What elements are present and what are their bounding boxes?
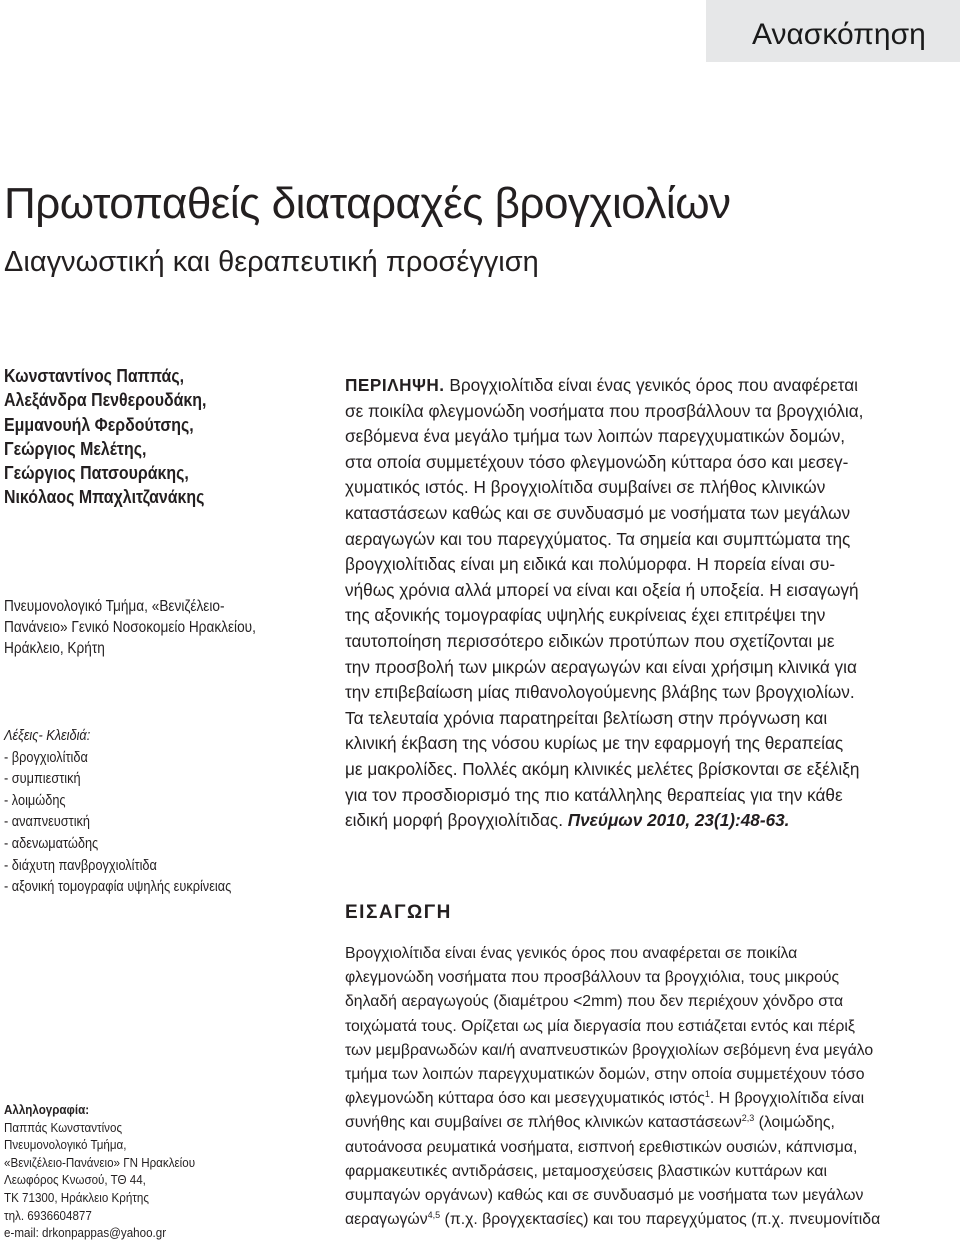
intro-line: συμπαγών οργάνων) καθώς και σε συνδυασμό με νοσήματα των μεγάλων — [345, 1187, 864, 1205]
article-title: Πρωτοπαθείς διαταραχές βρογχιολίων — [4, 179, 731, 228]
correspondence-line: Πνευμονολογικό Τμήμα, — [4, 1137, 127, 1153]
keyword-item: - αναπνευστική — [4, 814, 91, 831]
intro-line: δηλαδή αεραγωγούς (διαμέτρου <2mm) που δεν περιέχουν χόνδρο στα — [345, 993, 844, 1011]
author: Νικόλαος Μπαχλιτζανάκης — [4, 486, 205, 508]
author: Γεώργιος Μελέτης, — [4, 437, 147, 459]
keyword-item: - βρογχιολίτιδα — [4, 749, 88, 766]
intro-text: φλεγμονώδη κύτταρα όσο και μεσεγχυματικός ιστός — [345, 1090, 705, 1108]
abstract-line: ταυτοποίηση περισσότερο ειδικών προτύπων που σχετίζονται με — [345, 630, 835, 651]
intro-line — [345, 1111, 960, 1135]
affiliation-line: Πανάνειο» Γενικό Νοσοκομείο Ηρακλείου, — [4, 619, 256, 636]
abstract-line: της αξονικής τομογραφίας υψηλής ευκρίνειας έχει επιτρέψει την — [345, 605, 826, 626]
abstract-line: κλινική έκβαση της νόσου κυρίως με την εφαρμογή της θεραπείας — [345, 733, 844, 754]
intro-line: φαρμακευτικές αντιδράσεις, μεταμοσχεύσεις βλαστικών κυττάρων και — [345, 1162, 828, 1180]
section-label: Ανασκόπηση — [706, 0, 960, 62]
intro-line: αυτοάνοσα ρευματικά νοσήματα, εισπνοή ερεθιστικών ουσιών, κάπνισμα, — [345, 1138, 858, 1156]
abstract-text: Βρογχιολίτιδα είναι ένας γενικός όρος που αναφέρεται — [449, 375, 858, 395]
affiliation-line: Ηράκλειο, Κρήτη — [4, 640, 105, 657]
keyword-item: - αδενωματώδης — [4, 835, 99, 852]
intro-line: τμήμα των λοιπών παρεγχυματικών δομών, στην οποία συμμετέχουν τόσο — [345, 1066, 865, 1084]
keyword-item: - αξονική τομογραφία υψηλής ευκρίνειας — [4, 879, 232, 896]
abstract-line: βρογχιολίτιδας είναι μη ειδικά και πολύμορφα. Η πορεία είναι συ- — [345, 554, 836, 575]
email-link[interactable]: e-mail: drkonpappas@yahoo.gr — [4, 1225, 167, 1241]
correspondence-line: «Βενιζέλειο-Πανάνειο» ΓΝ Ηρακλείου — [4, 1154, 196, 1170]
intro-line: τοιχώματά τους. Ορίζεται ως μία διεργασία που εστιάζεται εντός και πέριξ — [345, 1017, 855, 1035]
intro-text: . Η βρογχιολίτιδα είναι — [709, 1090, 865, 1108]
abstract-line: σε ποικίλα φλεγμονώδη νοσήματα που προσβάλλουν τα βρογχιόλια, — [345, 400, 864, 421]
abstract-line: νήθως χρόνια αλλά μπορεί να είναι και οξεία ή υποξεία. Η εισαγωγή — [345, 579, 859, 600]
abstract-line: την επιβεβαίωση μίας πιθανολογούμενης βλάβης των βρογχιολίων. — [345, 682, 855, 703]
intro-text: συνήθης και συμβαίνει σε πλήθος κλινικών καταστάσεων — [345, 1114, 742, 1132]
affiliation-line: Πνευμονολογικό Τμήμα, «Βενιζέλειο- — [4, 598, 225, 615]
correspondence-line: τηλ. 6936604877 — [4, 1207, 92, 1223]
correspondence-line: Παππάς Κωνσταντίνος — [4, 1119, 123, 1135]
correspondence-line: ΤΚ 71300, Ηράκλειο Κρήτης — [4, 1189, 149, 1205]
author: Αλεξάνδρα Πενθερουδάκη, — [4, 389, 207, 411]
abstract-line: με μακρολίδες. Πολλές ακόμη κλινικές μελέτες βρίσκονται σε εξέλιξη — [345, 758, 860, 779]
abstract-line: για τον προσδιορισμό της πιο κατάλληλης θεραπείας για την κάθε — [345, 784, 843, 805]
abstract-line: Τα τελευταία χρόνια παρατηρείται βελτίωση στην πρόγνωση και — [345, 707, 828, 728]
author: Γεώργιος Πατσουράκης, — [4, 462, 189, 484]
citation-ref: 4,5 — [427, 1210, 441, 1221]
intro-line — [345, 1208, 960, 1232]
keyword-item: - λοιμώδης — [4, 792, 66, 809]
author: Εμμανουήλ Φερδούτσης, — [4, 413, 194, 435]
intro-text: αεραγωγών — [345, 1211, 428, 1229]
journal-citation: Πνεύμων 2010, 23(1):48-63. — [567, 810, 790, 831]
citation-ref: 2,3 — [741, 1113, 755, 1124]
abstract-line: χυματικός ιστός. Η βρογχιολίτιδα συμβαίνει σε πλήθος κλινικών — [345, 477, 826, 498]
abstract-line: σεβόμενα ένα μεγάλο τμήμα των λοιπών παρεγχυματικών δομών, — [345, 426, 846, 447]
abstract-line: στα οποία συμμετέχουν τόσο φλεγμονώδη κύτταρα όσο και μεσεγ- — [345, 451, 849, 472]
affiliation — [4, 596, 294, 659]
abstract-line: αεραγωγών και του παρεγχύματος. Τα σημεία και συμπτώματα της — [345, 528, 851, 549]
abstract-line: την προσβολή των μικρών αεραγωγών και είναι χρήσιμη κλινικά για — [345, 656, 857, 677]
intro-line: των μεμβρανωδών και/ή αναπνευστικών βρογχιολίων σεβόμενη ένα μεγάλο — [345, 1041, 874, 1059]
keyword-item: - συμπιεστική — [4, 771, 81, 788]
article-subtitle: Διαγνωστική και θεραπευτική προσέγγιση — [4, 246, 539, 278]
correspondence-block — [4, 1101, 294, 1242]
author-list — [4, 364, 288, 510]
intro-text: (π.χ. βρογχεκτασίες) και του παρεγχύματος (π.χ. πνευμονίτιδα — [440, 1211, 881, 1229]
citation-ref: 1 — [704, 1089, 710, 1100]
abstract-line — [345, 808, 960, 834]
correspondence-title: Αλληλογραφία: — [4, 1102, 90, 1117]
abstract-text: ειδική μορφή βρογχιολίτιδας. — [345, 810, 563, 831]
intro-text: (λοιμώδης, — [754, 1114, 835, 1132]
correspondence-line: Λεωφόρος Κνωσού, ΤΘ 44, — [4, 1172, 146, 1188]
keyword-item: - διάχυτη πανβρογχιολίτιδα — [4, 857, 157, 874]
intro-line — [345, 1087, 960, 1111]
intro-heading: ΕΙΣΑΓΩΓΗ — [345, 902, 452, 923]
abstract — [345, 373, 960, 834]
intro-body — [345, 942, 960, 1232]
abstract-label: ΠΕΡΙΛΗΨΗ. — [345, 375, 445, 395]
keywords-block — [4, 726, 294, 899]
abstract-line — [345, 373, 960, 399]
intro-line: Βρογχιολίτιδα είναι ένας γενικός όρος που αναφέρεται σε ποικίλα — [345, 945, 798, 962]
author: Κωνσταντίνος Παππάς, — [4, 365, 185, 386]
intro-line: φλεγμονώδη νοσήματα που προσβάλλουν τα βρογχιόλια, τους μικρούς — [345, 969, 840, 987]
abstract-line: καταστάσεων καθώς και σε συνδυασμό με νοσήματα των μεγάλων — [345, 502, 851, 523]
keywords-title: Λέξεις- Κλειδιά: — [4, 728, 91, 744]
